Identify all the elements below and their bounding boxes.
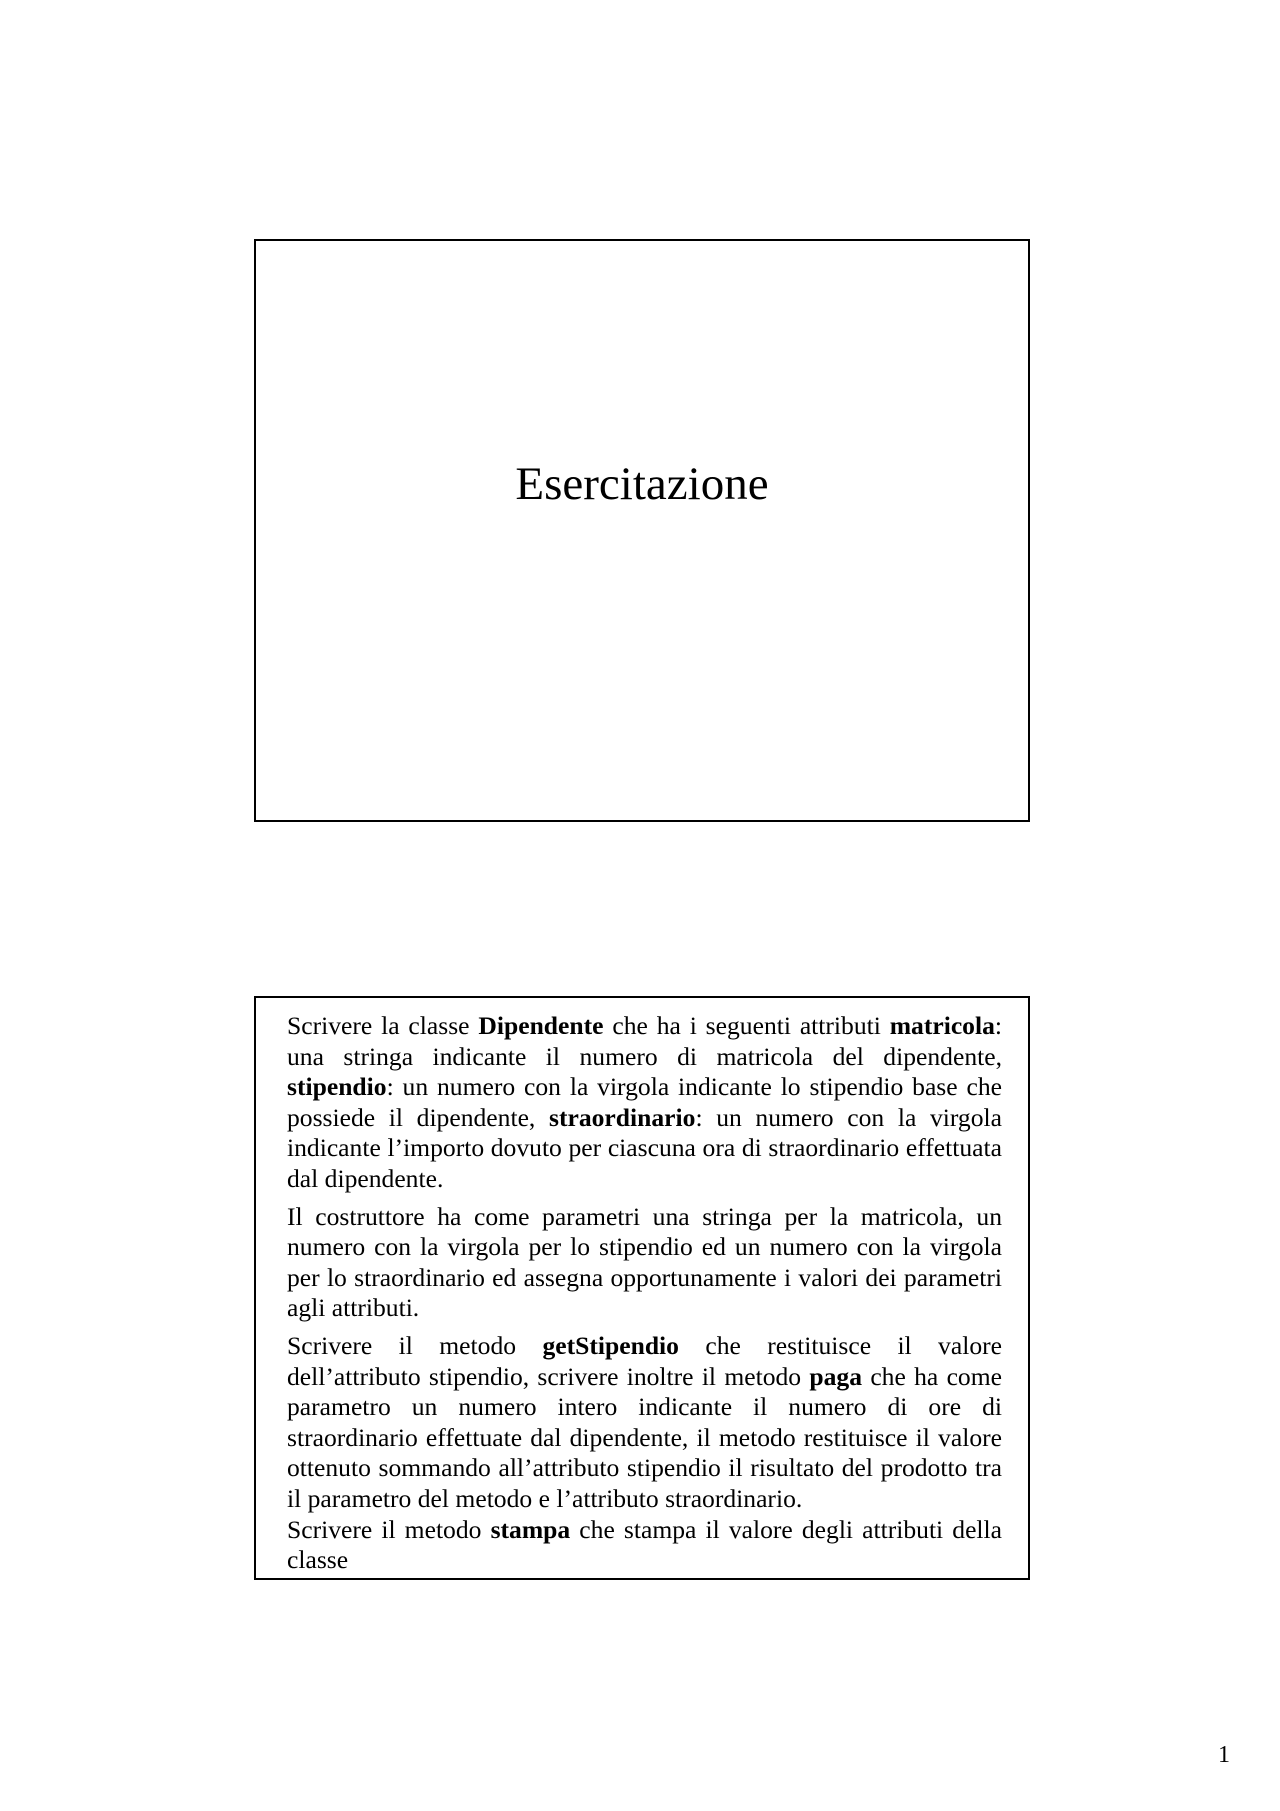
paragraph-class-attributes <box>287 1011 1002 1195</box>
text-span: che ha come parametro un numero intero indicante il numero di ore di straordinario effettuate dal dipendente, il metodo restituisce il valore ottenuto sommando all’attributo stipendio il risultato del prodotto tra il parametro del metodo e l’attributo straordinario. <box>287 1361 1003 1513</box>
paragraph-constructor <box>287 1202 1002 1324</box>
slide-title <box>254 239 1030 822</box>
class-name-dipendente: Dipendente <box>478 1011 604 1040</box>
text-span: : un numero con la virgola indicante lo stipendio base che possiede il dipendente, <box>287 1072 1002 1132</box>
attribute-stipendio: stipendio <box>287 1072 387 1102</box>
text-span: : una stringa indicante il numero di matricola del dipendente, <box>287 1011 1003 1071</box>
text-span: che stampa il valore degli attributi della classe <box>287 1514 1003 1575</box>
text-span: : un numero con la virgola indicante l’importo dovuto per ciascuna ora di straordinario effettuata dal dipendente. <box>287 1102 1002 1193</box>
text-span: che ha i seguenti attributi <box>603 1011 890 1040</box>
text-span: Scrivere la classe <box>287 1011 479 1040</box>
method-getstipendio: getStipendio <box>542 1330 679 1360</box>
attribute-straordinario: straordinario <box>548 1102 696 1132</box>
paragraph-methods <box>287 1331 1002 1515</box>
text-span: Il costruttore ha come parametri una stringa per la matricola, un numero con la virgola per lo stipendio ed un numero con la virgola per lo straordinario ed assegna opportunamente i valori dei parametri agli attributi. <box>287 1201 1002 1323</box>
text-span: Scrivere il metodo <box>287 1514 491 1544</box>
attribute-matricola: matricola <box>889 1011 995 1040</box>
slide-exercise <box>254 996 1030 1580</box>
paragraph-stampa <box>287 1515 1002 1576</box>
method-paga: paga <box>809 1361 863 1391</box>
text-span: Scrivere il metodo <box>287 1330 543 1360</box>
method-stampa: stampa <box>490 1514 571 1544</box>
slide-title-text: Esercitazione <box>515 458 769 510</box>
page-number: 1 <box>1218 1742 1230 1768</box>
exercise-text <box>287 1011 1002 1583</box>
text-span: che restituisce il valore dell’attributo stipendio, scrivere inoltre il metodo <box>287 1330 1003 1391</box>
